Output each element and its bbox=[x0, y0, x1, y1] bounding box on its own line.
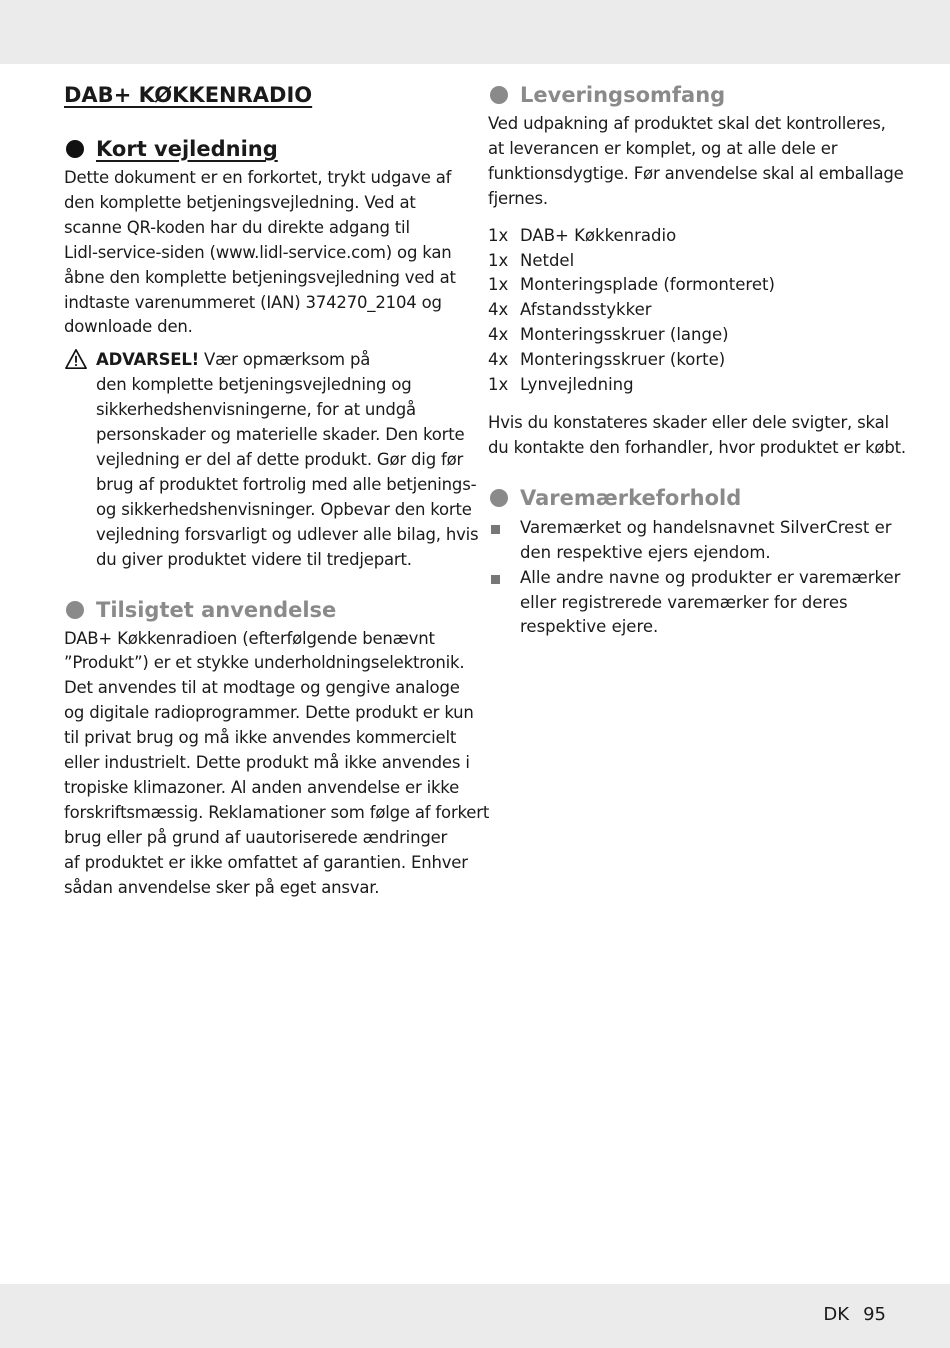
scope-damage-text bbox=[488, 411, 906, 461]
text-line: forskriftsmæssig. Reklamationer som følge af forkert bbox=[64, 802, 490, 822]
text-line: Ved udpakning af produktet skal det kontrolleres, bbox=[488, 114, 886, 133]
text-line: den respektive ejers ejendom. bbox=[520, 542, 771, 562]
right-column bbox=[488, 76, 906, 640]
heading-text: Kort vejledning bbox=[96, 137, 278, 161]
left-column bbox=[64, 76, 490, 900]
text-line: sådan anvendelse sker på eget ansvar. bbox=[64, 877, 380, 897]
item-name: Monteringsskruer (lange) bbox=[520, 325, 729, 345]
item-name: Lynvejledning bbox=[520, 375, 634, 395]
scope-list bbox=[488, 224, 888, 398]
language-code: DK bbox=[823, 1304, 850, 1325]
text-line: eller registrerede varemærker for deres bbox=[520, 592, 848, 612]
item-name: Monteringsplade (formonteret) bbox=[520, 275, 775, 295]
text-line: fjernes. bbox=[488, 188, 548, 208]
list-item bbox=[488, 273, 888, 298]
item-quantity: 1x bbox=[488, 275, 509, 295]
text-line: den komplette betjeningsvejledning. Ved at bbox=[64, 192, 416, 212]
page-number: 95 bbox=[863, 1304, 886, 1325]
text-line: til privat brug og må ikke anvendes kommercielt bbox=[64, 728, 457, 748]
item-quantity: 1x bbox=[488, 250, 509, 270]
text-line: at leverancen er komplet, og at alle dele er bbox=[488, 138, 838, 158]
warning-block bbox=[64, 348, 479, 572]
trademark-list bbox=[488, 516, 901, 641]
text-line: du kontakte den forhandler, hvor produktet er købt. bbox=[488, 437, 906, 457]
item-quantity: 1x bbox=[488, 225, 509, 245]
text-line: ”Produkt”) er et stykke underholdningselektronik. bbox=[64, 653, 465, 673]
text-line: DAB+ Køkkenradioen (efterfølgende benævnt bbox=[64, 628, 435, 648]
text-line: åbne den komplette betjeningsvejledning ved at bbox=[64, 267, 456, 287]
text-line: Det anvendes til at modtage og gengive analoge bbox=[64, 678, 460, 698]
document-title: DAB+ KØKKENRADIO bbox=[64, 83, 313, 107]
scope-intro-text bbox=[488, 112, 904, 212]
text-line: Vær opmærksom på bbox=[199, 350, 371, 370]
text-line: og digitale radioprogrammer. Dette produkt er kun bbox=[64, 703, 474, 723]
text-line: sikkerhedshenvisningerne, for at undgå bbox=[96, 400, 416, 420]
bullet-dot-icon bbox=[490, 86, 508, 104]
text-line: vejledning er del af dette produkt. Gør dig før bbox=[96, 449, 464, 469]
item-name: Netdel bbox=[520, 250, 575, 270]
text-line: den komplette betjeningsvejledning og bbox=[96, 375, 412, 395]
list-item bbox=[488, 224, 888, 249]
text-line: Alle andre navne og produkter er varemærker bbox=[520, 567, 901, 587]
text-line: brug af produktet fortrolig med alle betjenings- bbox=[96, 474, 477, 494]
warning-label: ADVARSEL! bbox=[96, 350, 199, 370]
text-line: Hvis du konstateres skader eller dele svigter, skal bbox=[488, 412, 889, 432]
item-quantity: 4x bbox=[488, 300, 509, 320]
top-band bbox=[0, 0, 950, 64]
heading-text: Leveringsomfang bbox=[520, 83, 726, 107]
item-name: DAB+ Køkkenradio bbox=[520, 225, 677, 245]
heading-trademark bbox=[488, 483, 888, 513]
text-line: af produktet er ikke omfattet af garantien. Enhver bbox=[64, 852, 468, 872]
item-quantity: 4x bbox=[488, 350, 509, 370]
heading-short-guide bbox=[64, 134, 464, 164]
text-line: og sikkerhedshenvisninger. Opbevar den korte bbox=[96, 499, 472, 519]
intended-use-text bbox=[64, 627, 490, 901]
text-line: Varemærket og handelsnavnet SilverCrest er bbox=[520, 517, 892, 537]
text-line: vejledning forsvarligt og udlever alle bilag, hvis bbox=[96, 524, 479, 544]
text-line: scanne QR-koden har du direkte adgang til bbox=[64, 217, 410, 237]
bullet-dot-icon bbox=[66, 140, 84, 158]
heading-text: Varemærkeforhold bbox=[520, 485, 742, 510]
bullet-dot-icon bbox=[66, 601, 84, 619]
text-line: Dette dokument er en forkortet, trykt udgave af bbox=[64, 168, 452, 187]
item-name: Monteringsskruer (korte) bbox=[520, 350, 726, 370]
list-item bbox=[488, 516, 892, 566]
text-line: downloade den. bbox=[64, 317, 193, 337]
square-bullet-icon bbox=[491, 525, 500, 534]
heading-intended-use bbox=[64, 595, 464, 625]
text-line: personskader og materielle skader. Den korte bbox=[96, 425, 465, 445]
warning-triangle-icon bbox=[65, 348, 87, 370]
text-line: Lidl-service-siden (www.lidl-service.com) og kan bbox=[64, 242, 452, 262]
text-line: funktionsdygtige. Før anvendelse skal al emballage bbox=[488, 163, 904, 183]
text-line: eller industrielt. Dette produkt må ikke anvendes i bbox=[64, 753, 470, 773]
list-item bbox=[488, 373, 888, 398]
short-guide-text bbox=[64, 166, 464, 340]
list-item bbox=[488, 323, 888, 348]
list-item bbox=[488, 298, 888, 323]
list-item bbox=[488, 249, 888, 274]
bullet-dot-icon bbox=[490, 489, 508, 507]
text-line: indtaste varenummeret (IAN) 374270_2104 og bbox=[64, 292, 442, 312]
text-line: du giver produktet videre til tredjepart. bbox=[96, 549, 412, 569]
text-line: tropiske klimazoner. Al anden anvendelse er ikke bbox=[64, 777, 460, 797]
bottom-band bbox=[0, 1284, 950, 1348]
heading-text: Tilsigtet anvendelse bbox=[96, 597, 337, 622]
item-quantity: 1x bbox=[488, 375, 509, 395]
square-bullet-icon bbox=[491, 575, 500, 584]
warning-text bbox=[96, 348, 479, 572]
list-item bbox=[488, 566, 901, 641]
heading-scope-of-delivery bbox=[488, 80, 888, 110]
item-name: Afstandsstykker bbox=[520, 300, 652, 320]
text-line: respektive ejere. bbox=[520, 617, 659, 637]
text-line: brug eller på grund af uautoriserede ændringer bbox=[64, 827, 448, 847]
item-quantity: 4x bbox=[488, 325, 509, 345]
list-item bbox=[488, 348, 888, 373]
page-footer bbox=[823, 1304, 886, 1325]
